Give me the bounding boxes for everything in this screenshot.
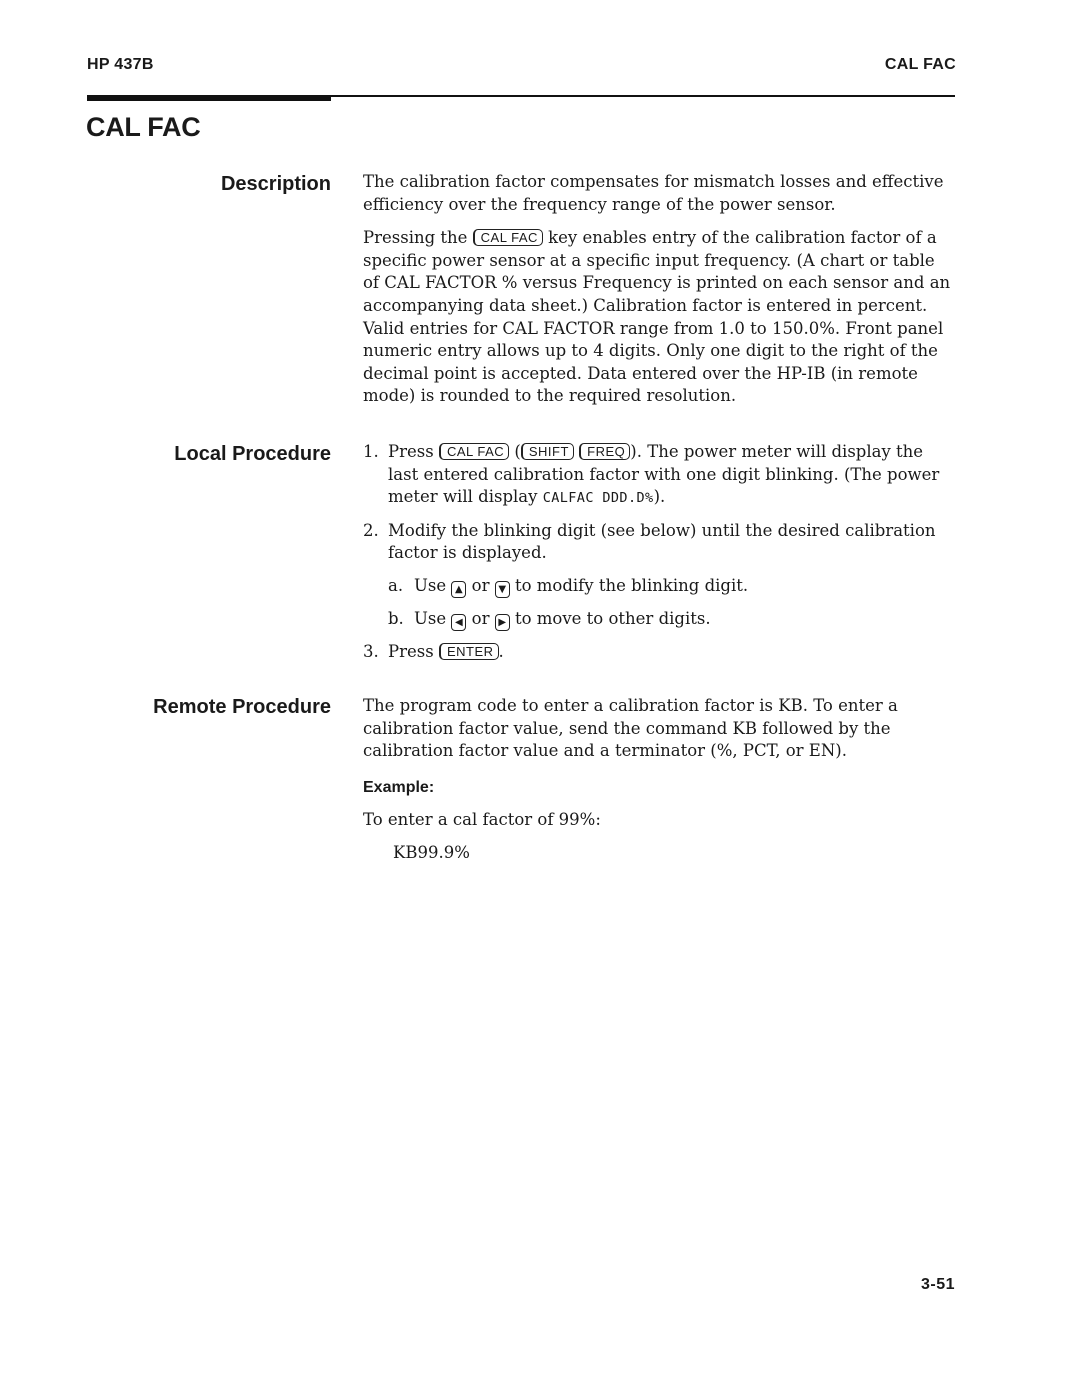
remote-para: The program code to enter a calibration factor is KB. To enter a calibration factor value, send the command KB followed by the calibration factor value and a terminator (%, PCT, or EN). [363,696,898,761]
shift-key: SHIFT [521,443,574,460]
example-text: To enter a cal factor of 99%: [363,810,601,830]
cal-fac-key: CAL FAC [439,443,509,460]
step-2a: a. Use ▲ or ▼ to modify the blinking digit. [363,575,955,598]
description-para-2: Pressing the CAL FAC key enables entry of the calibration factor of a specific power sensor at a specific input frequency. (A chart or table of CAL FACTOR % versus Frequency is printed on each sensor and an accompanying data sheet.) Calibration factor is entered in percent. Valid entries for CAL FACTOR range from 1.0 to 150.0%. Front panel numeric entry allows up to 4 digits. Only one digit to the right of the decimal point is accepted. Data entered over the HP-IB (in remote mode) is rounded to the required resolution. [363,228,951,406]
freq-key: FREQ [579,443,630,460]
header-rule-thin [331,95,955,97]
up-arrow-key-icon: ▲ [451,581,466,598]
enter-key: ENTER [439,643,499,660]
local-procedure-section [363,441,955,664]
header-section: CAL FAC [884,56,956,73]
local-procedure-heading: Local Procedure [174,443,331,465]
down-arrow-key-icon: ▼ [495,581,510,598]
remote-procedure-section [363,695,955,865]
right-arrow-key-icon: ▶ [495,614,510,631]
description-section [363,171,955,408]
remote-procedure-heading: Remote Procedure [153,696,331,718]
example-code: KB99.9% [393,842,470,862]
description-heading: Description [220,173,331,195]
example-label: Example: [363,778,435,796]
step-1: 1. Press CAL FAC ( SHIFT FREQ ). The power meter will display the last entered calibration factor with one digit blinking. (The power meter will display CALFAC DDD.D%). [363,442,940,507]
cal-fac-key: CAL FAC [473,229,543,246]
page-number: 3-51 [920,1276,955,1293]
description-para-1: The calibration factor compensates for mismatch losses and effective efficiency over the frequency range of the power sensor. [363,172,944,214]
step-2b: b. Use ◀ or ▶ to move to other digits. [363,608,955,631]
header-model: HP 437B [87,56,154,73]
lcd-display-text: CALFAC DDD.D% [542,490,654,507]
left-arrow-key-icon: ◀ [451,614,466,631]
header-rule-thick [87,95,331,101]
page-title: CAL FAC [86,112,201,142]
step-2: 2. Modify the blinking digit (see below) until the desired calibration factor is displayed. [363,520,936,563]
step-3: 3. Press ENTER . [363,641,504,661]
